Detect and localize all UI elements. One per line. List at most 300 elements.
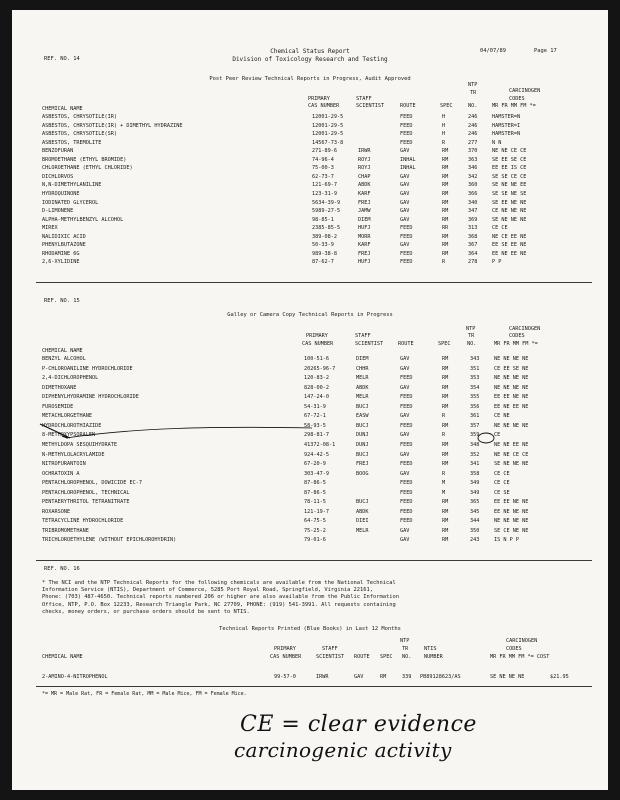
carcinogen-codes: SE SE NE SE	[492, 190, 527, 197]
chemical-name: OCHRATOXIN A	[42, 470, 80, 477]
col-codes-sub: MR FR MM FM *=	[494, 341, 538, 347]
handwritten-note-line2: carcinogenic activity	[234, 738, 452, 762]
chemical-name: DIPHENYLHYDRAMINE HYDROCHLORIDE	[42, 394, 139, 401]
spec: RM	[442, 182, 449, 189]
staff-scientist: FREJ	[356, 461, 369, 468]
staff-scientist: CHAP	[358, 173, 371, 180]
cas-number: 78-11-5	[304, 499, 326, 506]
cas-number: 271-89-6	[312, 148, 337, 155]
carcinogen-codes: SE NE NE EE	[492, 182, 527, 189]
chemical-name: BENZOFURAN	[42, 148, 74, 155]
col-scientist: SCIENTIST	[316, 654, 345, 660]
staff-scientist: KARF	[358, 190, 371, 197]
tr-number: 343	[470, 356, 480, 362]
chemical-name: IODINATED GLYCEROL	[42, 199, 99, 206]
col-ntis: NTIS	[424, 646, 437, 652]
col-primary: PRIMARY	[274, 646, 296, 652]
chemical-name: D-LIMONENE	[42, 208, 74, 215]
spec: RM	[442, 441, 449, 448]
route: GAV	[400, 148, 410, 155]
tr-number: 366	[468, 190, 478, 197]
cas-number: 924-42-5	[304, 451, 329, 458]
tr-number: 347	[468, 208, 478, 215]
ref-no-14: REF. NO. 14	[44, 56, 80, 62]
tr-number: 367	[468, 242, 478, 249]
chemical-name: MIREX	[42, 225, 58, 232]
cas-number: 298-81-7	[304, 432, 329, 439]
staff-scientist: DIEM	[358, 216, 371, 223]
col-carcinogen: CARCINOGEN	[509, 88, 541, 94]
staff-scientist: BOOG	[356, 470, 369, 477]
route: FEED	[400, 225, 413, 232]
col-cas-number: CAS NUMBER	[308, 103, 340, 109]
col-carcinogen: CARCINOGEN	[509, 326, 541, 332]
tr-number: 353	[470, 375, 480, 382]
chemical-name: NALIDIXIC ACID	[42, 233, 86, 240]
route: GAV	[400, 208, 410, 215]
col-ntp: NTP	[466, 326, 476, 332]
spec: RM	[442, 422, 449, 429]
spec: RR	[442, 225, 449, 232]
chemical-name: NITROFURANTOIN	[42, 461, 86, 468]
chemical-name: 2-AMINO-4-NITROPHENOL	[42, 674, 108, 680]
col-no: NO.	[468, 103, 478, 109]
route: FEED	[400, 461, 413, 468]
carcinogen-codes: HAMSTER=N	[492, 114, 521, 120]
route: FEED	[400, 139, 413, 146]
carcinogen-codes: EE NE EE NE	[492, 250, 527, 257]
spec: RM	[442, 461, 449, 468]
carcinogen-codes: CE CE	[494, 480, 510, 487]
carcinogen-codes: NE NE NE NE	[494, 422, 529, 429]
cas-number: 87-86-5	[304, 480, 326, 487]
carcinogen-codes: SE NE NE NE	[490, 674, 525, 680]
chemical-name: HYDROQUINONE	[42, 190, 80, 197]
chemical-name: METACHLORGETHANE	[42, 413, 92, 420]
handwritten-note-line1: CE = clear evidence	[240, 712, 477, 737]
route: FEED	[400, 441, 413, 448]
tr-number: 369	[468, 216, 478, 223]
chemical-name: ALPHA-METHYLBENZYL ALCOHOL	[42, 216, 124, 223]
cas-number: 12001-29-5	[312, 131, 344, 138]
cas-number: 5989-27-5	[312, 208, 341, 215]
col-tr: TR	[402, 646, 409, 652]
carcinogen-codes: CE SE	[494, 489, 510, 496]
carcinogen-codes: P P	[492, 259, 502, 266]
chemical-name: RHODAMINE 6G	[42, 250, 80, 257]
ref-no-16: REF. NO. 16	[44, 566, 80, 572]
staff-scientist: KARF	[358, 242, 371, 249]
cas-number: 2385-85-5	[312, 225, 341, 232]
col-spec: SPEC	[440, 103, 453, 109]
staff-scientist: JAMW	[358, 208, 371, 215]
cas-number: 62-73-7	[312, 173, 334, 180]
carcinogen-codes: NE CE EE NE	[492, 233, 527, 240]
route: GAV	[400, 356, 410, 362]
staff-scientist: ROYJ	[358, 165, 371, 172]
spec: RM	[442, 394, 449, 401]
cas-number: 20265-96-7	[304, 365, 336, 372]
staff-scientist: MELR	[356, 375, 369, 382]
chemical-name: N,N-DIMETHYLANILINE	[42, 182, 102, 189]
ntis-notice-line: * The NCI and the NTP Technical Reports for the following chemicals are available from the National Technical	[42, 580, 396, 586]
col-route: ROUTE	[400, 103, 416, 109]
col-route: ROUTE	[398, 341, 414, 347]
chemical-name: N-METHYLOLACRYLAMIDE	[42, 451, 105, 458]
spec: M	[442, 480, 446, 487]
staff-scientist: ABDK	[356, 384, 369, 391]
tr-number: 357	[470, 422, 480, 429]
cas-number: 12001-29-5	[312, 114, 344, 120]
spec: RM	[442, 216, 449, 223]
tr-number: 277	[468, 139, 478, 146]
staff-scientist: IRWR	[316, 674, 329, 680]
chemical-name: HYDROCHLOROTHIAZIDE	[42, 422, 102, 429]
chemical-name: TRIBROMOMETHANE	[42, 527, 89, 534]
chemical-name: P-CHLOROANILINE HYDROCHLORIDE	[42, 365, 133, 372]
cas-number: 54-31-9	[304, 403, 326, 410]
spec: RM	[442, 250, 449, 257]
report-division: Division of Toxicology Research and Testing	[232, 56, 388, 63]
staff-scientist: CHHR	[356, 365, 369, 372]
staff-scientist: DUNJ	[356, 441, 369, 448]
carcinogen-codes: NE NE CE CE	[492, 148, 527, 155]
chemical-name: 2,4-DICHLOROPHENOL	[42, 375, 99, 382]
cas-number: 989-38-8	[312, 250, 337, 257]
tr-number: 359	[470, 432, 480, 439]
carcinogen-codes: IS N P P	[494, 537, 519, 544]
carcinogen-codes: EE NE NE NE	[494, 508, 529, 515]
route: GAV	[400, 190, 410, 197]
carcinogen-codes: NE NE NE NE	[494, 518, 529, 525]
cas-number: 12001-29-5	[312, 122, 344, 129]
carcinogen-codes: SE EE NE NE	[492, 199, 527, 206]
chemical-name: ASBESTOS, CHRYSOTILE(IR) + DIMETHYL HYDRAZINE	[42, 122, 183, 129]
route: FEED	[400, 122, 413, 129]
tr-number: 346	[468, 165, 478, 172]
cas-number: 74-96-4	[312, 156, 334, 163]
ntis-notice-line: Office, NTP, P.O. Box 12233, Research Triangle Park, NC 27709, PHONE: (919) 541-3991. All requests containing	[42, 601, 396, 608]
spec: R	[442, 139, 446, 146]
carcinogen-codes: SE CE NE NE	[494, 527, 529, 534]
carcinogen-codes: NE NE NE NE	[494, 375, 529, 382]
spec: RM	[442, 527, 449, 534]
cas-number: 100-51-6	[304, 356, 329, 362]
cas-number: 41372-08-1	[304, 441, 336, 448]
route: GAV	[400, 413, 410, 420]
document-page	[12, 10, 608, 790]
route: GAV	[354, 674, 364, 680]
spec: RM	[442, 403, 449, 410]
cost: $21.95	[550, 674, 569, 680]
carcinogen-codes: SE NE NE NE	[492, 216, 527, 223]
section-16-title: Technical Reports Printed (Blue Books) in Last 12 Months	[219, 626, 401, 632]
staff-scientist: HUFJ	[358, 259, 371, 266]
route: FEED	[400, 114, 413, 120]
col-spec: SPEC	[380, 654, 393, 660]
section-15-title: Galley or Camera Copy Technical Reports in Progress	[227, 312, 393, 318]
chemical-name: DICHLORVOS	[42, 173, 74, 180]
col-staff: STAFF	[322, 646, 338, 652]
carcinogen-codes: SE EE SE CE	[492, 156, 527, 163]
carcinogen-codes: NE NE CE CE	[494, 451, 529, 458]
route: GAV	[400, 216, 410, 223]
chemical-name: DIMETHOXANE	[42, 384, 77, 391]
spec: RM	[442, 499, 449, 506]
tr-number: 351	[470, 365, 480, 372]
spec: H	[442, 131, 446, 138]
col-cas-number: CAS NUMBER	[302, 341, 334, 347]
col-spec: SPEC	[438, 341, 451, 347]
tr-number: 354	[470, 384, 480, 391]
tr-number: 246	[468, 114, 478, 120]
route: FEED	[400, 403, 413, 410]
col-codes-sub: MR FR MM FM *=	[492, 103, 536, 109]
col-no: NO.	[467, 341, 477, 347]
staff-scientist: MELR	[356, 394, 369, 401]
route: GAV	[400, 199, 410, 206]
spec: H	[442, 122, 446, 129]
carcinogen-codes: CE CE	[494, 470, 510, 477]
cas-number: 79-01-6	[304, 537, 326, 544]
col-codes: CODES	[506, 646, 522, 652]
staff-scientist: HUFJ	[358, 225, 371, 232]
route: GAV	[400, 470, 410, 477]
col-primary: PRIMARY	[308, 96, 330, 102]
col-chemical-name: CHEMICAL NAME	[42, 348, 83, 354]
route: FEED	[400, 518, 413, 525]
ntis-notice-line: Phone: (703) 487-4650. Technical reports numbered 206 or higher are also available from the Public Information	[42, 594, 399, 601]
chemical-name: CHLOROETHANE (ETHYL CHLORIDE)	[42, 165, 133, 172]
spec: RM	[442, 199, 449, 206]
chemical-name: METHYLDOPA SESQUIHYDRATE	[42, 441, 117, 448]
cas-number: 64-75-5	[304, 518, 326, 525]
route: FEED	[400, 131, 413, 138]
tr-number: 246	[468, 122, 478, 129]
cas-number: 121-69-7	[312, 182, 337, 189]
carcinogen-codes: NE NE NE NE	[494, 356, 529, 362]
cas-number: 75-00-3	[312, 165, 334, 172]
staff-scientist: ABDK	[358, 182, 371, 189]
route: FEED	[400, 422, 413, 429]
spec: RM	[442, 375, 449, 382]
route: GAV	[400, 537, 410, 544]
footnote: *= MR = Male Rat, FR = Female Rat, MM = Male Mice, FM = Female Mice.	[42, 691, 247, 697]
staff-scientist: MELR	[356, 527, 369, 534]
staff-scientist: BUCJ	[356, 499, 369, 506]
spec: R	[442, 432, 446, 439]
route: GAV	[400, 384, 410, 391]
report-date: 04/07/89	[480, 48, 506, 54]
route: FEED	[400, 499, 413, 506]
route: GAV	[400, 365, 410, 372]
spec: R	[442, 413, 446, 420]
route: GAV	[400, 173, 410, 180]
spec: RM	[442, 148, 449, 155]
ntis-notice-line: checks, money orders, or purchase orders should be sent to NTIS.	[42, 608, 250, 615]
ref-no-15: REF. NO. 15	[44, 298, 80, 304]
chemical-name: FUROSEMIDE	[42, 403, 74, 410]
staff-scientist: ABDK	[356, 508, 369, 515]
tr-number: 348	[470, 441, 480, 448]
tr-number: 349	[470, 489, 480, 496]
cas-number: 87-86-5	[304, 489, 326, 496]
spec: R	[442, 259, 446, 266]
chemical-name: 2,6-XYLIDINE	[42, 259, 80, 266]
route: GAV	[400, 182, 410, 189]
carcinogen-codes: CE NE	[494, 413, 510, 420]
staff-scientist: IRWR	[358, 148, 371, 155]
staff-scientist: DIEI	[356, 518, 369, 525]
spec: RM	[442, 173, 449, 180]
col-route: ROUTE	[354, 654, 370, 660]
col-scientist: SCIENTIST	[355, 341, 384, 347]
ntis-number: PB89128623/AS	[420, 674, 461, 680]
cas-number: 147-24-0	[304, 394, 329, 401]
col-codes: CODES	[509, 96, 525, 102]
route: INHAL	[400, 156, 416, 163]
route: FEED	[400, 508, 413, 515]
col-staff: STAFF	[355, 333, 371, 339]
cas-number: 67-72-1	[304, 413, 326, 420]
col-scientist: SCIENTIST	[356, 103, 385, 109]
tr-number: 313	[468, 225, 478, 232]
carcinogen-codes: EE EE NE NE	[494, 394, 529, 401]
tr-number: 358	[470, 470, 480, 477]
chemical-name: 8-METHOXYPSORALEN	[42, 432, 96, 439]
carcinogen-codes: CE EE SE NE	[494, 365, 529, 372]
chemical-name: ASBESTOS, CHRYSOTILE(SR)	[42, 131, 117, 138]
route: FEED	[400, 250, 413, 257]
col-cas-number: CAS NUMBER	[270, 654, 302, 660]
carcinogen-codes: HAMSTER=N	[492, 131, 521, 138]
cas-number: 121-19-7	[304, 508, 329, 515]
tr-number: 349	[470, 480, 480, 487]
tr-number: 345	[470, 508, 480, 515]
col-tr: TR	[468, 333, 475, 339]
chemical-name: PENTACHLOROPHENOL, TECHNICAL	[42, 489, 130, 496]
chemical-name: PHENYLBUTAZONE	[42, 242, 86, 249]
staff-scientist: DIEM	[356, 356, 369, 362]
col-carcinogen: CARCINOGEN	[506, 638, 538, 644]
route: GAV	[400, 432, 410, 439]
tr-number: 342	[468, 173, 478, 180]
staff-scientist: FREJ	[358, 199, 371, 206]
col-codes: CODES	[509, 333, 525, 339]
cas-number: 67-20-9	[304, 461, 326, 468]
table-row	[12, 674, 608, 681]
spec: RM	[442, 518, 449, 525]
tr-number: 341	[470, 461, 480, 468]
spec: RM	[442, 537, 449, 544]
staff-scientist: DUNJ	[356, 432, 369, 439]
report-title: Chemical Status Report	[270, 48, 350, 55]
staff-scientist: BUCJ	[356, 403, 369, 410]
cas-number: 87-62-7	[312, 259, 334, 266]
col-primary: PRIMARY	[306, 333, 328, 339]
carcinogen-codes: EE EE IS CE	[492, 165, 527, 172]
carcinogen-codes: CE NE NE NE	[492, 208, 527, 215]
cas-number: 120-83-2	[304, 375, 329, 382]
staff-scientist: BUCJ	[356, 422, 369, 429]
chemical-name: BROMOETHANE (ETHYL BROMIDE)	[42, 156, 127, 163]
tr-number: 352	[470, 451, 480, 458]
chemical-name: ROXARSONE	[42, 508, 71, 515]
cas-number: 828-00-2	[304, 384, 329, 391]
spec: H	[442, 114, 446, 120]
route: FEED	[400, 489, 413, 496]
divider	[36, 686, 592, 687]
spec: M	[442, 489, 446, 496]
tr-number: 355	[470, 394, 480, 401]
col-ntp: NTP	[468, 82, 478, 88]
tr-number: 370	[468, 148, 478, 155]
spec: RM	[442, 190, 449, 197]
staff-scientist: ROYJ	[358, 156, 371, 163]
route: GAV	[400, 527, 410, 534]
route: GAV	[400, 451, 410, 458]
tr-number: 356	[470, 403, 480, 410]
carcinogen-codes: NE NE NE NE	[494, 384, 529, 391]
tr-number: 368	[468, 233, 478, 240]
carcinogen-codes: EE EE NE NE	[494, 499, 529, 506]
carcinogen-codes: NE NE EE NE	[494, 441, 529, 448]
route: FEED	[400, 259, 413, 266]
spec: RM	[442, 208, 449, 215]
col-codes-sub: MR FR MM FM *= COST	[490, 654, 550, 660]
cas-number: 5634-39-9	[312, 199, 341, 206]
col-staff: STAFF	[356, 96, 372, 102]
spec: RM	[442, 451, 449, 458]
chemical-name: TRICHLOROETHYLENE (WITHOUT EPICHLOROHYDRIN)	[42, 537, 177, 544]
ntis-notice-line: Information Service (NTIS), Department of Commerce, 5285 Port Royal Road, Springfield, Virginia 22161,	[42, 587, 374, 594]
staff-scientist: FREJ	[358, 250, 371, 257]
chemical-name: PENTAERYTHRITOL TETRANITRATE	[42, 499, 130, 506]
tr-number: 365	[470, 499, 480, 506]
cas-number: 303-47-9	[304, 470, 329, 477]
handwritten-check-mark	[12, 10, 608, 790]
cas-number: 98-85-1	[312, 216, 334, 223]
route: FEED	[400, 394, 413, 401]
chemical-name: ASBESTOS, TREMOLITE	[42, 139, 102, 146]
handwritten-circle	[478, 433, 494, 443]
cas-number: 14567-73-8	[312, 139, 344, 146]
col-ntp: NTP	[400, 638, 410, 644]
cas-number: 99-57-0	[274, 674, 296, 680]
col-chemical-name: CHEMICAL NAME	[42, 654, 83, 660]
spec: RM	[442, 365, 449, 372]
route: FEED	[400, 233, 413, 240]
staff-scientist: MORR	[358, 233, 371, 240]
tr-number: 350	[470, 527, 480, 534]
cas-number: 389-08-2	[312, 233, 337, 240]
chemical-name: PENTACHLOROPHENOL, DOWICIDE EC-7	[42, 480, 142, 487]
carcinogen-codes: EE SE EE NE	[492, 242, 527, 249]
route: FEED	[400, 375, 413, 382]
tr-number: 278	[468, 259, 478, 266]
cas-number: 58-93-5	[304, 422, 326, 429]
col-chemical-name: CHEMICAL NAME	[42, 106, 83, 112]
cas-number: 75-25-2	[304, 527, 326, 534]
spec: RM	[442, 165, 449, 172]
tr-number: 243	[470, 537, 480, 544]
tr-number: 360	[468, 182, 478, 189]
carcinogen-codes: SE NE NE NE	[494, 461, 529, 468]
tr-number: 246	[468, 131, 478, 138]
col-ntis-number: NUMBER	[424, 654, 443, 660]
carcinogen-codes: HAMSTER=I	[492, 122, 521, 129]
spec: RM	[442, 508, 449, 515]
